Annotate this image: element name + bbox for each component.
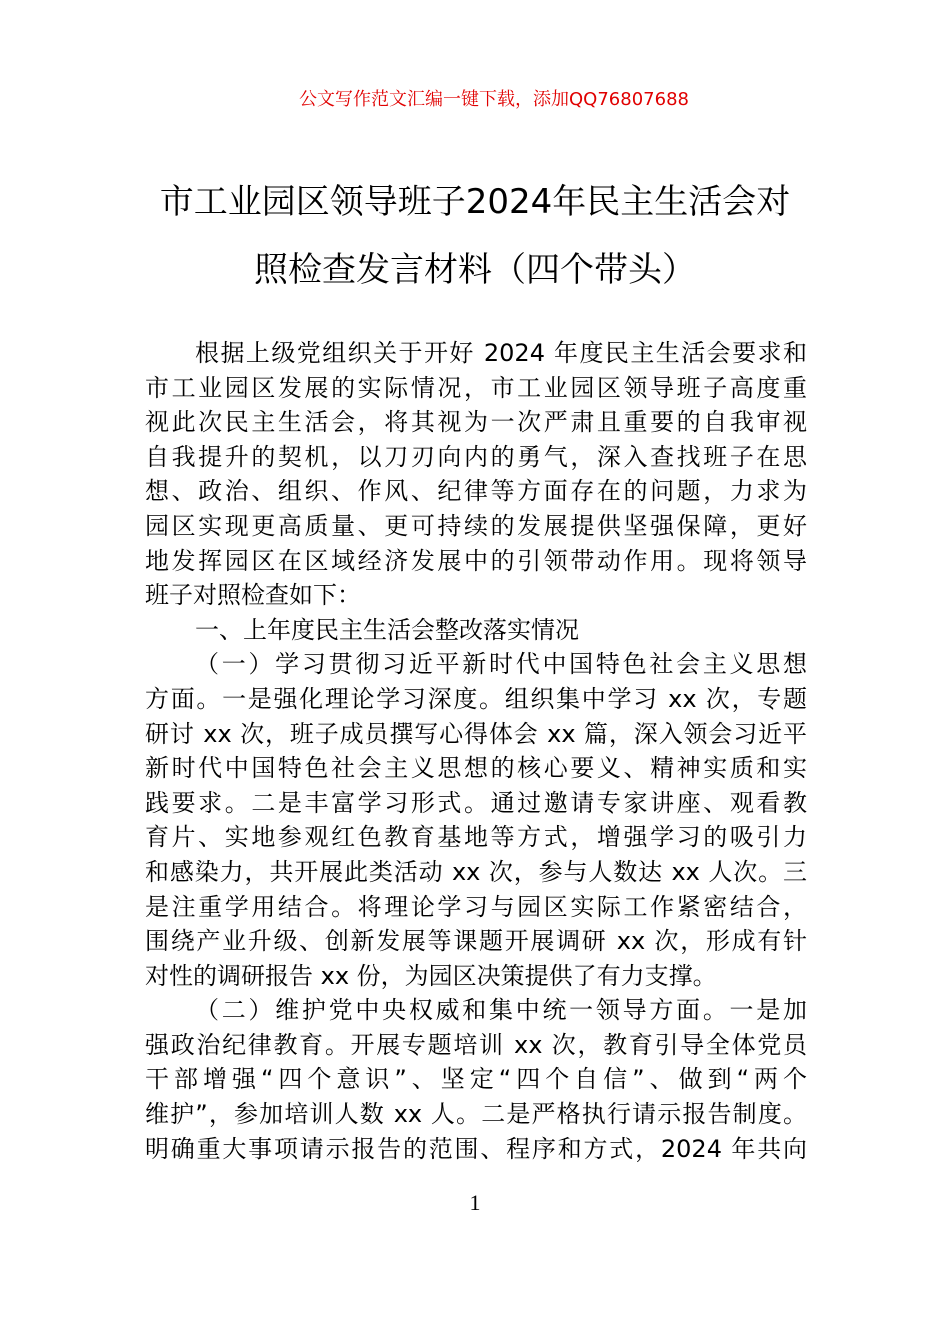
paragraph xyxy=(145,336,807,613)
promo-header: 公文写作范文汇编一键下载，添加QQ76807688 xyxy=(299,89,689,110)
text-line: 育片、实地参观红色教育基地等方式，增强学习的吸引力 xyxy=(145,823,807,852)
text-line: 园区实现更高质量、更可持续的发展提供坚强保障，更好 xyxy=(145,511,807,540)
document-title-line-1: 市工业园区领导班子2024年民主生活会对 xyxy=(159,182,791,222)
text-line: 维护”，参加培训人数 xx 人。二是严格执行请示报告制度。 xyxy=(145,1100,807,1129)
text-line: 是注重学用结合。将理论学习与园区实际工作紧密结合， xyxy=(145,892,807,921)
text-line: 对性的调研报告 xx 份，为园区决策提供了有力支撑。 xyxy=(145,961,717,990)
text-line: 自我提升的契机，以刀刃向内的勇气，深入查找班子在思 xyxy=(145,442,807,471)
text-line: 方面。一是强化理论学习深度。组织集中学习 xx 次，专题 xyxy=(145,684,807,713)
page-number: 1 xyxy=(469,1190,481,1215)
text-line: 地发挥园区在区域经济发展中的引领带动作用。现将领导 xyxy=(145,546,807,575)
text-line: 干部增强“四个意识”、坚定“四个自信”、做到“两个 xyxy=(145,1065,807,1094)
text-line: 班子对照检查如下： xyxy=(145,581,361,610)
text-line: 和感染力，共开展此类活动 xx 次，参与人数达 xx 人次。三 xyxy=(145,857,807,886)
document-title-line-2: 照检查发言材料（四个带头） xyxy=(254,250,696,290)
text-line: 明确重大事项请示报告的范围、程序和方式，2024 年共向 xyxy=(145,1134,807,1163)
text-line: 根据上级党组织关于开好 2024 年度民主生活会要求和 xyxy=(195,339,807,367)
text-line: （二）维护党中央权威和集中统一领导方面。一是加 xyxy=(195,996,807,1025)
text-line: 研讨 xx 次，班子成员撰写心得体会 xx 篇，深入领会习近平 xyxy=(145,719,807,748)
text-line: 围绕产业升级、创新发展等课题开展调研 xx 次，形成有针 xyxy=(145,927,807,956)
text-line: 市工业园区发展的实际情况，市工业园区领导班子高度重 xyxy=(145,373,807,402)
document-body xyxy=(145,336,807,1166)
text-line: （一）学习贯彻习近平新时代中国特色社会主义思想 xyxy=(195,650,807,679)
paragraph xyxy=(145,647,807,993)
text-line: 强政治纪律教育。开展专题培训 xx 次，教育引导全体党员 xyxy=(145,1030,807,1059)
text-line: 新时代中国特色社会主义思想的核心要义、精神实质和实 xyxy=(145,754,807,783)
text-line: 践要求。二是丰富学习形式。通过邀请专家讲座、观看教 xyxy=(145,788,807,817)
text-line: 视此次民主生活会，将其视为一次严肃且重要的自我审视 xyxy=(145,408,807,437)
paragraph xyxy=(145,613,807,648)
text-line: 一、上年度民主生活会整改落实情况 xyxy=(195,615,579,644)
paragraph xyxy=(145,993,807,1166)
text-line: 想、政治、组织、作风、纪律等方面存在的问题，力求为 xyxy=(145,477,807,506)
